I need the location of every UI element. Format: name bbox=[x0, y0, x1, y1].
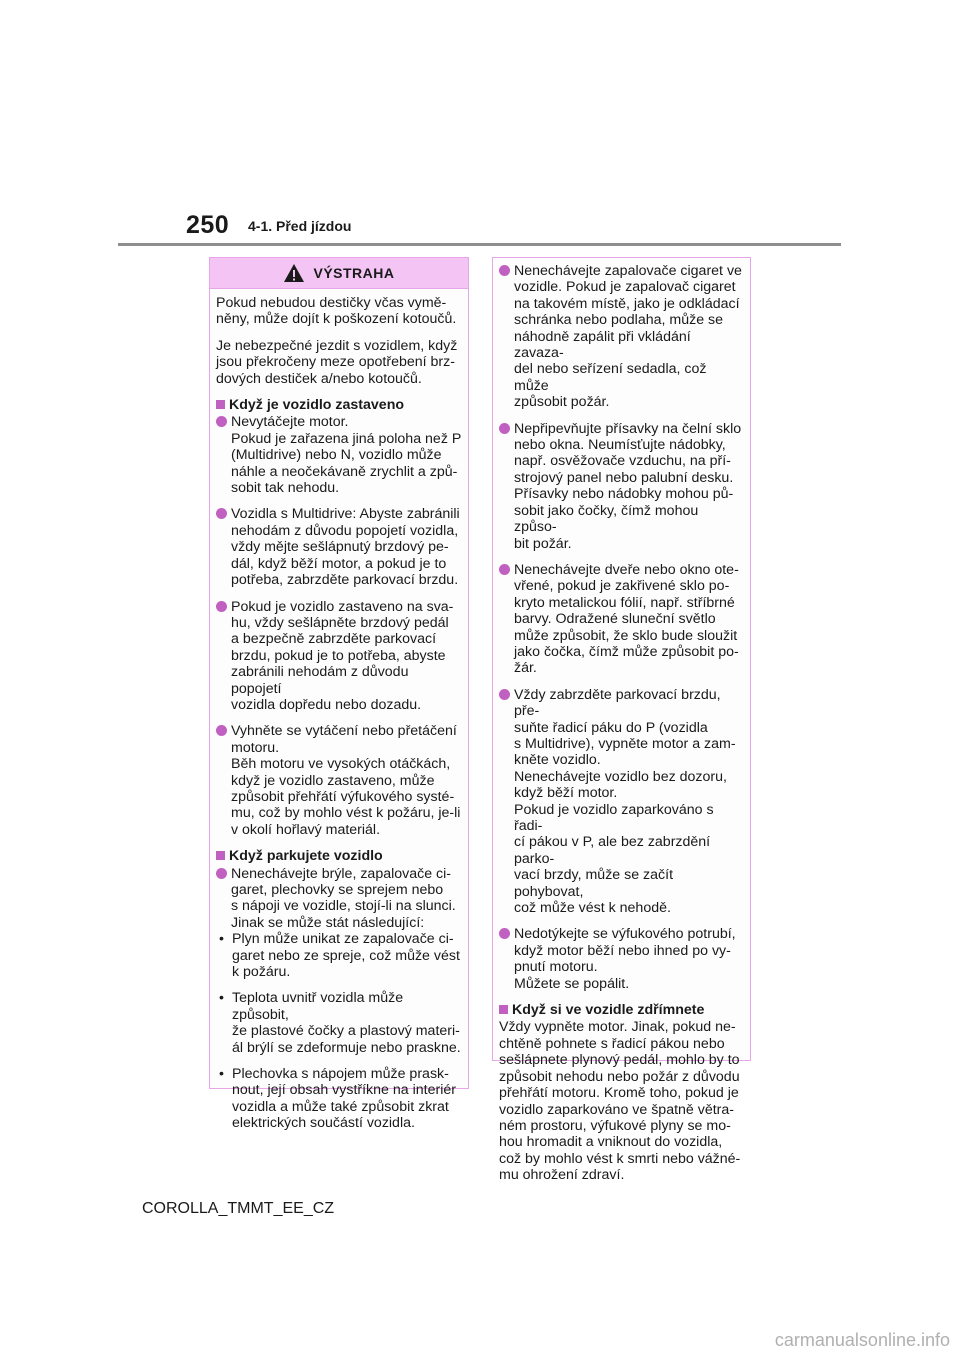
round-bullet-icon bbox=[499, 564, 510, 575]
list-item-text: Pokud je vozidlo zastaveno na sva- hu, vždy sešlápněte brzdový pedál a bezpečně zabrzděte parkovací brzdu, pokud je to potřeba, abyste zabránili nehodám z důvodu popojetí vozidla dopředu nebo dozadu. bbox=[231, 598, 454, 713]
list-item bbox=[499, 687, 744, 917]
page-number: 250 bbox=[186, 211, 230, 239]
warning-box-continued bbox=[492, 257, 751, 1184]
list-item-text: Nenechávejte dveře nebo okno ote- vřené, pokud je zakřivené sklo po- kryto metalickou fólií, např. stříbrné barvy. Odražené sluneční světlo může způsobit, že sklo bude sloužit jako čočka, čímž může způsobit po- žár. bbox=[514, 561, 739, 677]
warning-header bbox=[210, 258, 468, 289]
section-text: Vždy vypněte motor. Jinak, pokud ne- chtěně pohnete s řadicí pákou nebo sešlápnete plynový pedál, mohlo by to způsobit nehodu nebo požár z důvodu přehřátí motoru. Kromě toho, pokud je vozidlo zaparkováno ve špatně větra- ném prostoru, výfukové plyny se mo- hou hromadit a vniknout do vozidla, což by mohlo vést k smrti nebo vážné- mu ohrožení zdraví. bbox=[499, 1019, 741, 1184]
round-bullet-icon bbox=[216, 508, 227, 519]
sub-item-text: Plechovka s nápojem může prask- nout, její obsah vystříkne na interiér vozidla a může také způsobit zkrat elektrických součástí vozidla. bbox=[232, 1066, 456, 1132]
round-bullet-icon bbox=[499, 423, 510, 434]
heading-text: Když je vozidlo zastaveno bbox=[229, 397, 405, 414]
warning-intro: Pokud nebudou destičky včas vymě- něny, může dojít k poškození kotoučů. bbox=[216, 295, 457, 328]
section-heading bbox=[499, 1002, 744, 1018]
list-item bbox=[499, 421, 744, 552]
warning-intro: Je nebezpečné jezdit s vozidlem, když jsou překročeny meze opotřebení brz- dových destiček a/nebo kotoučů. bbox=[216, 337, 458, 387]
list-item-text: Nepřipevňujte přísavky na čelní sklo nebo okna. Neumísťujte nádobky, např. osvěžovače vzduchu, na pří- strojový panel nebo palubní desku. Přísavky nebo nádobky mohou pů- sobit jako čočky, čímž mohou způso- bit požár. bbox=[514, 420, 742, 552]
round-bullet-icon bbox=[499, 689, 510, 700]
list-item bbox=[216, 866, 462, 932]
round-bullet-icon bbox=[216, 416, 227, 427]
list-item bbox=[216, 414, 462, 496]
dot-marker: • bbox=[219, 990, 224, 1007]
list-item-text: Nenechávejte brýle, zapalovače ci- garet, plechovky se sprejem nebo s nápoji ve vozidle, stojí-li na slunci. Jinak se může stát následující: bbox=[231, 865, 456, 931]
list-item-text: Nedotýkejte se výfukového potrubí, když motor běží nebo ihned po vy- pnutí motoru. Můžete se popálit. bbox=[514, 926, 736, 992]
header-rule bbox=[118, 243, 841, 246]
list-item-text: Nevytáčejte motor. Pokud je zařazena jiná poloha než P (Multidrive) nebo N, vozidlo může náhle a neočekávaně zrychlit a způ- sobit tak nehodu. bbox=[231, 414, 462, 497]
list-item bbox=[216, 723, 462, 838]
round-bullet-icon bbox=[216, 868, 227, 879]
round-bullet-icon bbox=[216, 725, 227, 736]
list-item bbox=[216, 599, 462, 714]
list-item bbox=[499, 263, 744, 411]
round-bullet-icon bbox=[499, 265, 510, 276]
list-item-text: Nenechávejte zapalovače cigaret ve vozidle. Pokud je zapalovač cigaret na takovém místě, jako je odkládací schránka nebo podlaha, může se náhodně zapálit při vkládání zavaza- del nebo seřízení sedadla, což může způsobit požár. bbox=[514, 263, 742, 411]
list-item bbox=[499, 926, 744, 992]
list-item-text: Vozidla s Multidrive: Abyste zabránili nehodám z důvodu popojetí vozidla, vždy mějte sešlápnutý brzdový pe- dál, když běží motor, a pokud je to potřeba, zabrzděte parkovací brzdu. bbox=[231, 506, 460, 589]
warning-box bbox=[209, 257, 469, 1132]
section-title: 4-1. Před jízdou bbox=[248, 218, 352, 234]
sub-item bbox=[216, 1066, 462, 1132]
list-item-text: Vyhněte se vytáčení nebo přetáčení motoru. Běh motoru ve vysokých otáčkách, když je vozidlo zastaveno, může způsobit přehřátí výfukového systé- mu, což by mohlo vést k požáru, je-li v okolí hořlavý materiál. bbox=[231, 723, 461, 838]
dot-marker: • bbox=[219, 1066, 224, 1083]
list-item-text: Vždy zabrzděte parkovací brzdu, pře- suňte řadicí páku do P (vozidla s Multidrive), vypněte motor a zam- kněte vozidlo. Nenechávejte vozidlo bez dozoru, když běží motor. Pokud je vozidlo zaparkováno s řadi- cí pákou v P, ale bez zabrzdění parko- vací brzdy, může se začít pohybovat, což může vést k nehodě. bbox=[514, 686, 736, 917]
watermark: carmanualsonline.info bbox=[774, 1330, 950, 1350]
warning-triangle-icon bbox=[283, 263, 305, 283]
sub-item-text: Teplota uvnitř vozidla může způsobit, že plastové čočky a plastový materi- ál brýlí se zdeformuje nebo praskne. bbox=[232, 990, 461, 1056]
section-heading bbox=[216, 397, 462, 413]
square-bullet-icon bbox=[216, 400, 225, 409]
dot-marker: • bbox=[219, 931, 224, 948]
sub-item bbox=[216, 990, 462, 1056]
round-bullet-icon bbox=[499, 928, 510, 939]
heading-text: Když si ve vozidle zdřímnete bbox=[512, 1002, 705, 1019]
heading-text: Když parkujete vozidlo bbox=[229, 848, 383, 865]
round-bullet-icon bbox=[216, 601, 227, 612]
document-id: COROLLA_TMMT_EE_CZ bbox=[142, 1200, 335, 1217]
sub-item-text: Plyn může unikat ze zapalovače ci- garet nebo ze spreje, což může vést k požáru. bbox=[232, 931, 460, 981]
sub-item bbox=[216, 931, 462, 980]
list-item bbox=[499, 562, 744, 677]
square-bullet-icon bbox=[499, 1005, 508, 1014]
square-bullet-icon bbox=[216, 851, 225, 860]
section-heading bbox=[216, 848, 462, 864]
list-item bbox=[216, 506, 462, 588]
warning-title: VÝSTRAHA bbox=[313, 264, 395, 281]
